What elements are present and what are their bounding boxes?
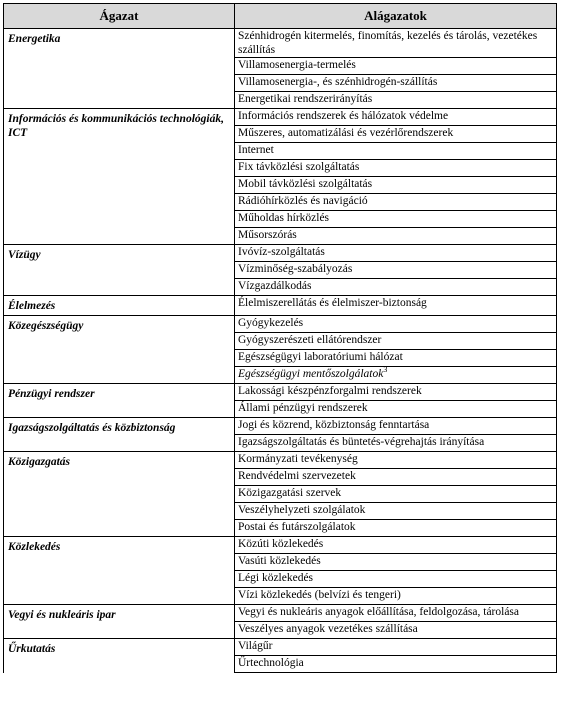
table-row — [4, 537, 557, 554]
subsector-cell: Postai és futárszolgálatok — [235, 520, 557, 537]
subsector-text: Egészségügyi mentőszolgálatok — [238, 368, 384, 380]
subsector-cell: Rádióhírközlés és navigáció — [235, 194, 557, 211]
subsector-cell: Információs rendszerek és hálózatok védelme — [235, 109, 557, 126]
table-row — [4, 109, 557, 126]
subsector-cell — [235, 367, 557, 384]
subsector-cell: Vegyi és nukleáris anyagok előállítása, feldolgozása, tárolása — [235, 605, 557, 622]
footnote-marker: 3 — [383, 365, 388, 375]
subsector-column-header: Alágazatok — [235, 4, 557, 29]
sector-cell: Élelmezés — [4, 296, 235, 316]
subsector-cell: Lakossági készpénzforgalmi rendszerek — [235, 384, 557, 401]
table-row — [4, 29, 557, 58]
table-row — [4, 605, 557, 622]
sector-cell: Igazságszolgáltatás és közbiztonság — [4, 418, 235, 452]
subsector-cell: Ivóvíz-szolgáltatás — [235, 245, 557, 262]
table-row — [4, 245, 557, 262]
subsector-cell: Egészségügyi laboratóriumi hálózat — [235, 350, 557, 367]
sector-column-header: Ágazat — [4, 4, 235, 29]
subsector-cell: Állami pénzügyi rendszerek — [235, 401, 557, 418]
subsector-cell: Élelmiszerellátás és élelmiszer-biztonság — [235, 296, 557, 316]
sector-cell: Közigazgatás — [4, 452, 235, 537]
subsector-cell: Rendvédelmi szervezetek — [235, 469, 557, 486]
sector-cell: Űrkutatás — [4, 639, 235, 673]
subsector-cell: Szénhidrogén kitermelés, finomítás, kezelés és tárolás, vezetékes szállítás — [235, 29, 557, 58]
subsector-cell: Műholdas hírközlés — [235, 211, 557, 228]
subsector-cell: Világűr — [235, 639, 557, 656]
table-row — [4, 639, 557, 656]
table-row — [4, 384, 557, 401]
sector-cell: Pénzügyi rendszer — [4, 384, 235, 418]
subsector-cell: Mobil távközlési szolgáltatás — [235, 177, 557, 194]
subsector-cell: Internet — [235, 143, 557, 160]
subsector-cell: Vízi közlekedés (belvízi és tengeri) — [235, 588, 557, 605]
document-page — [3, 3, 557, 673]
table-row — [4, 452, 557, 469]
table-header-row — [4, 4, 557, 29]
subsector-cell: Vízminőség-szabályozás — [235, 262, 557, 279]
sector-cell: Információs és kommunikációs technológiák, ICT — [4, 109, 235, 245]
subsector-cell: Veszélyhelyzeti szolgálatok — [235, 503, 557, 520]
sector-cell: Vegyi és nukleáris ipar — [4, 605, 235, 639]
sector-cell: Vízügy — [4, 245, 235, 296]
sector-cell: Energetika — [4, 29, 235, 109]
subsector-cell: Veszélyes anyagok vezetékes szállítása — [235, 622, 557, 639]
sector-cell: Közegészségügy — [4, 316, 235, 384]
subsector-cell: Közúti közlekedés — [235, 537, 557, 554]
subsector-cell: Műszeres, automatizálási és vezérlőrendszerek — [235, 126, 557, 143]
subsector-cell: Vízgazdálkodás — [235, 279, 557, 296]
subsector-cell: Közigazgatási szervek — [235, 486, 557, 503]
subsector-cell: Űrtechnológia — [235, 656, 557, 673]
table-row — [4, 296, 557, 316]
subsector-cell: Gyógyszerészeti ellátórendszer — [235, 333, 557, 350]
critical-infrastructure-table — [3, 3, 557, 673]
subsector-cell: Energetikai rendszerirányítás — [235, 92, 557, 109]
subsector-cell: Gyógykezelés — [235, 316, 557, 333]
sector-cell: Közlekedés — [4, 537, 235, 605]
subsector-cell: Légi közlekedés — [235, 571, 557, 588]
subsector-cell: Kormányzati tevékenység — [235, 452, 557, 469]
subsector-cell: Igazságszolgáltatás és büntetés-végrehajtás irányítása — [235, 435, 557, 452]
table-row — [4, 316, 557, 333]
subsector-cell: Villamosenergia-, és szénhidrogén-szállítás — [235, 75, 557, 92]
table-row — [4, 418, 557, 435]
subsector-cell: Villamosenergia-termelés — [235, 58, 557, 75]
subsector-cell: Fix távközlési szolgáltatás — [235, 160, 557, 177]
subsector-cell: Jogi és közrend, közbiztonság fenntartása — [235, 418, 557, 435]
subsector-cell: Műsorszórás — [235, 228, 557, 245]
subsector-cell: Vasúti közlekedés — [235, 554, 557, 571]
